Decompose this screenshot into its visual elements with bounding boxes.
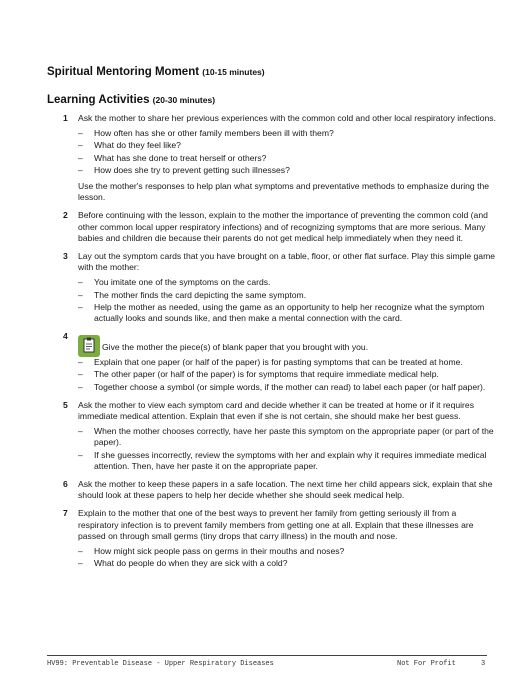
page-footer: [47, 655, 487, 668]
sublist-item: [78, 450, 497, 472]
dash-bullet-icon: –: [78, 140, 83, 151]
activity-item-2: [47, 210, 497, 244]
sublist-item: [78, 153, 497, 164]
sublist-text: You imitate one of the symptoms on the cards.: [94, 277, 271, 288]
sublist-item: [78, 369, 497, 380]
activity-number: 5: [63, 399, 68, 410]
sublist-text: How might sick people pass on germs in their mouths and noses?: [94, 546, 345, 557]
activity-text: Give the mother the piece(s) of blank paper that you brought with you.: [102, 342, 369, 353]
sublist-text: If she guesses incorrectly, review the symptoms with her and explain why it requires immediate medical attention. Then, have her paste it on the appropriate paper.: [94, 449, 487, 471]
activity-text-row: [78, 251, 497, 273]
activity-sublist: [78, 357, 497, 393]
sublist-item: [78, 558, 497, 569]
sublist-item: [78, 382, 497, 393]
activity-text: Before continuing with the lesson, explain to the mother the importance of preventing the common cold (and other common local upper respiratory infections) and of recognizing symptoms that are more serious. Many babies and children die because their parents do not get medical help immediately when they need it.: [78, 210, 488, 243]
sublist-item: [78, 140, 497, 151]
activity-text: Ask the mother to view each symptom card and decide whether it can be treated at home or if it requires immediate medical attention. Explain that even if she is not certain, she should make her best guess.: [78, 399, 474, 422]
activity-number: 3: [63, 251, 68, 262]
activity-item-3: [47, 251, 497, 324]
activity-text-row: [78, 331, 497, 353]
sublist-text: What do people do when they are sick with a cold?: [94, 558, 288, 569]
sublist-text: The mother finds the card depicting the same symptom.: [94, 289, 307, 300]
activity-text-row: [78, 210, 497, 244]
activity-number: 7: [63, 508, 68, 519]
activity-text-row: [78, 508, 497, 542]
sublist-text: How does she try to prevent getting such illnesses?: [94, 164, 290, 175]
footer-page-number: 3: [481, 660, 486, 668]
activity-sublist: [78, 128, 497, 176]
activity-number: 6: [63, 479, 68, 490]
dash-bullet-icon: –: [78, 357, 83, 368]
dash-bullet-icon: –: [78, 152, 83, 163]
activity-number: 2: [63, 210, 68, 221]
sublist-item: [78, 277, 497, 288]
activity-text: Lay out the symptom cards that you have brought on a table, floor, or other flat surface. Play this simple game with the mother:: [78, 251, 496, 273]
activity-sublist: [78, 277, 497, 324]
dash-bullet-icon: –: [78, 369, 83, 380]
dash-bullet-icon: –: [78, 301, 83, 312]
learning-activities-list: [47, 113, 497, 577]
heading-learning-activities: [47, 94, 215, 106]
activity-text: Ask the mother to share her previous experiences with the common cold and other local respiratory infections.: [78, 113, 496, 123]
sublist-text: Together choose a symbol (or simple words, if the mother can read) to label each paper (or half paper).: [94, 381, 486, 392]
sublist-text: Explain that one paper (or half of the paper) is for pasting symptoms that can be treated at home.: [94, 357, 463, 368]
activity-sublist: [78, 426, 497, 472]
sublist-text: Help the mother as needed, using the game as an opportunity to help her recognize what the symptom actually looks and sounds like, and then make a mental connection with the card.: [94, 301, 485, 324]
sublist-item: [78, 290, 497, 301]
sublist-text: What has she done to treat herself or others?: [94, 152, 267, 163]
sublist-item: [78, 426, 497, 448]
activity-text-row: [78, 113, 497, 124]
dash-bullet-icon: –: [78, 381, 83, 392]
dash-bullet-icon: –: [78, 546, 83, 557]
activity-number: 1: [63, 113, 68, 123]
activity-item-7: [47, 508, 497, 569]
activity-number: 4: [63, 331, 68, 342]
footer-course-title: HV99: Preventable Disease - Upper Respiratory Diseases: [47, 660, 274, 668]
activity-item-6: [47, 479, 497, 501]
heading-spiritual-title: Spiritual Mentoring Moment: [47, 66, 200, 78]
footer-not-for-profit: Not For Profit: [397, 660, 456, 668]
activity-paper-icon: [78, 335, 100, 357]
activity-text: Ask the mother to keep these papers in a safe location. The next time her child appears sick, explain that she should look at these papers to help her decide whether she should seek medical help.: [78, 479, 493, 501]
dash-bullet-icon: –: [78, 289, 83, 300]
heading-spiritual-time: (10-15 minutes): [202, 67, 265, 77]
activity-sublist: [78, 546, 497, 569]
sublist-item: [78, 302, 497, 324]
sublist-item: [78, 165, 497, 176]
sublist-text: The other paper (or half of the paper) is for symptoms that require immediate medical help.: [94, 369, 439, 380]
heading-learning-title: Learning Activities: [47, 94, 150, 106]
activity-text-row: [78, 400, 497, 422]
activity-note: Use the mother's responses to help plan what symptoms and preventative methods to emphasize during the lesson.: [78, 181, 490, 203]
activity-text-row: [78, 479, 497, 501]
sublist-text: How often has she or other family members been ill with them?: [94, 128, 334, 139]
activity-text: Explain to the mother that one of the best ways to prevent her family from getting seriously ill from a respiratory infection is to prevent family members from getting one at all. Explain that these illnesses are passed on through small germs (tiny drops that carry illness) in the mouth and nose.: [78, 508, 474, 541]
sublist-text: What do they feel like?: [94, 140, 181, 151]
dash-bullet-icon: –: [78, 426, 83, 437]
dash-bullet-icon: –: [78, 558, 83, 569]
dash-bullet-icon: –: [78, 164, 83, 175]
heading-learning-time: (20-30 minutes): [152, 95, 216, 105]
sublist-item: [78, 357, 497, 368]
dash-bullet-icon: –: [78, 449, 83, 460]
dash-bullet-icon: –: [78, 277, 83, 288]
activity-item-4: [47, 331, 497, 393]
activity-item-5: [47, 400, 497, 472]
dash-bullet-icon: –: [78, 128, 83, 139]
sublist-text: When the mother chooses correctly, have her paste this symptom on the appropriate paper (or part of the paper).: [94, 426, 494, 448]
sublist-item: [78, 128, 497, 139]
sublist-item: [78, 546, 497, 557]
heading-spiritual-mentoring: [47, 66, 265, 78]
activity-item-1: [47, 113, 497, 203]
